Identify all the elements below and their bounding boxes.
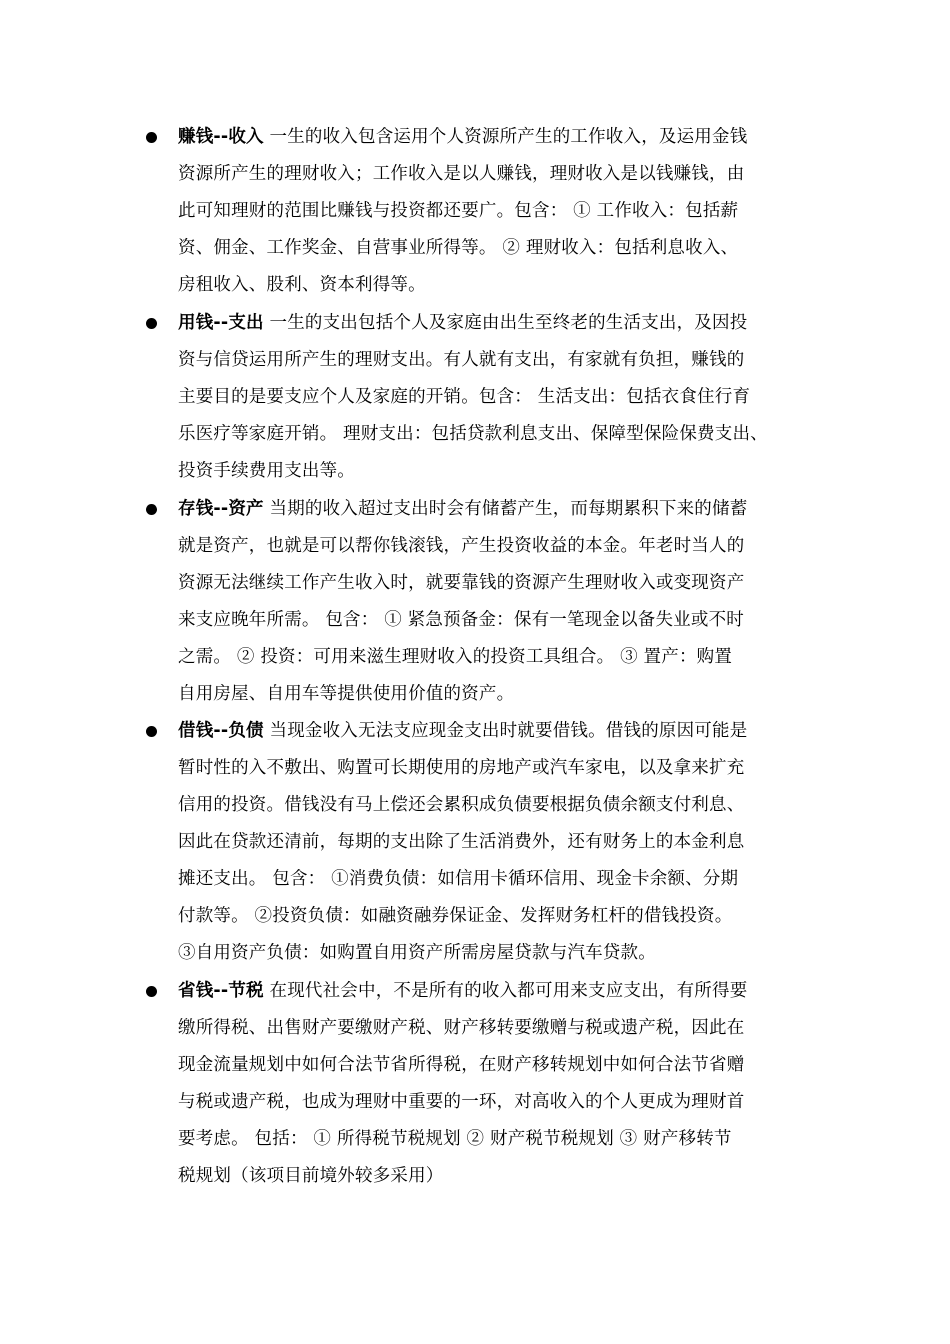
- paragraph-text: 当现金收入无法支应现金支出时就要借钱。借钱的原因可能是: [263, 721, 748, 741]
- paragraph-line: [178, 1166, 444, 1186]
- paragraph-text: 信用的投资。借钱没有马上偿还会累积成负债要根据负债余额支付利息、: [178, 795, 745, 815]
- paragraph-text: 投资手续费用支出等。: [178, 461, 355, 481]
- section-heading: 借钱--负债: [178, 721, 264, 741]
- bullet-icon: [146, 318, 157, 329]
- paragraph-text: 主要目的是要支应个人及家庭的开销。包含： 生活支出：包括衣食住行育: [178, 387, 751, 407]
- paragraph-text: 房租收入、股利、资本利得等。: [178, 275, 426, 295]
- paragraph-text: 付款等。 ②投资负债：如融资融券保证金、发挥财务杠杆的借钱投资。: [178, 906, 733, 926]
- paragraph-line: [178, 164, 744, 184]
- bullet-icon: [146, 986, 157, 997]
- paragraph-text: 此可知理财的范围比赚钱与投资都还要广。包含： ① 工作收入：包括薪: [178, 201, 739, 221]
- bullet-icon: [146, 132, 157, 143]
- paragraph-line: [178, 869, 738, 889]
- paragraph-line: [178, 536, 744, 556]
- paragraph-text: ③自用资产负债：如购置自用资产所需房屋贷款与汽车贷款。: [178, 943, 656, 963]
- paragraph-text: 因此在贷款还清前，每期的支出除了生活消费外，还有财务上的本金利息: [178, 832, 745, 852]
- paragraph-text: 资源所产生的理财收入；工作收入是以人赚钱，理财收入是以钱赚钱，由: [178, 164, 745, 184]
- paragraph-line: [178, 350, 744, 370]
- paragraph-text: 现金流量规划中如何合法节省所得税，在财产移转规划中如何合法节省赠: [178, 1055, 745, 1075]
- paragraph-line: [178, 201, 738, 221]
- paragraph-text: 暂时性的入不敷出、购置可长期使用的房地产或汽车家电，以及拿来扩充: [178, 758, 745, 778]
- section-heading: 赚钱--收入: [178, 127, 264, 147]
- paragraph-text: 之需。 ② 投资：可用来滋生理财收入的投资工具组合。 ③ 置产：购置: [178, 647, 733, 667]
- paragraph-line: [178, 647, 732, 667]
- section-heading: 省钱--节税: [178, 981, 264, 1001]
- paragraph-line: [178, 424, 768, 444]
- paragraph-text: 就是资产，也就是可以帮你钱滚钱，产生投资收益的本金。年老时当人的: [178, 536, 745, 556]
- paragraph-text: 一生的收入包含运用个人资源所产生的工作收入，及运用金钱: [263, 127, 748, 147]
- paragraph-text: 与税或遗产税，也成为理财中重要的一环，对高收入的个人更成为理财首: [178, 1092, 745, 1112]
- paragraph-text: 在现代社会中，不是所有的收入都可用来支应支出，有所得要: [263, 981, 748, 1001]
- paragraph-text: 自用房屋、自用车等提供使用价值的资产。: [178, 684, 515, 704]
- section-heading: 存钱--资产: [178, 499, 264, 519]
- paragraph-text: 摊还支出。 包含： ①消费负债：如信用卡循环信用、现金卡余额、分期: [178, 869, 739, 889]
- paragraph-line: [178, 313, 747, 333]
- paragraph-line: [178, 610, 744, 630]
- paragraph-line: [178, 461, 355, 481]
- paragraph-line: [178, 573, 744, 593]
- paragraph-line: [178, 127, 747, 147]
- paragraph-line: [178, 795, 744, 815]
- paragraph-line: [178, 943, 656, 963]
- paragraph-line: [178, 1129, 732, 1149]
- paragraph-text: 资源无法继续工作产生收入时，就要靠钱的资源产生理财收入或变现资产: [178, 573, 745, 593]
- paragraph-text: 当期的收入超过支出时会有储蓄产生，而每期累积下来的储蓄: [263, 499, 748, 519]
- bullet-icon: [146, 726, 157, 737]
- paragraph-line: [178, 238, 738, 258]
- paragraph-line: [178, 832, 744, 852]
- paragraph-line: [178, 684, 514, 704]
- paragraph-line: [178, 906, 732, 926]
- paragraph-text: 资、佣金、工作奖金、自营事业所得等。 ② 理财收入：包括利息收入、: [178, 238, 739, 258]
- paragraph-text: 乐医疗等家庭开销。 理财支出：包括贷款利息支出、保障型保险保费支出、: [178, 424, 768, 444]
- bullet-icon: [146, 504, 157, 515]
- paragraph-line: [178, 981, 747, 1001]
- paragraph-text: 税规划（该项目前境外较多采用）: [178, 1166, 444, 1186]
- paragraph-text: 资与信贷运用所产生的理财支出。有人就有支出，有家就有负担，赚钱的: [178, 350, 745, 370]
- paragraph-line: [178, 1092, 744, 1112]
- paragraph-text: 要考虑。 包括： ① 所得税节税规划 ② 财产税节税规划 ③ 财产移转节: [178, 1129, 732, 1149]
- paragraph-text: 一生的支出包括个人及家庭由出生至终老的生活支出，及因投: [263, 313, 748, 333]
- paragraph-line: [178, 721, 747, 741]
- paragraph-line: [178, 275, 426, 295]
- paragraph-text: 来支应晚年所需。 包含： ① 紧急预备金：保有一笔现金以备失业或不时: [178, 610, 744, 630]
- paragraph-text: 缴所得税、出售财产要缴财产税、财产移转要缴赠与税或遗产税，因此在: [178, 1018, 745, 1038]
- paragraph-line: [178, 499, 747, 519]
- section-heading: 用钱--支出: [178, 313, 264, 333]
- paragraph-line: [178, 1055, 744, 1075]
- paragraph-line: [178, 758, 744, 778]
- paragraph-line: [178, 1018, 744, 1038]
- paragraph-line: [178, 387, 750, 407]
